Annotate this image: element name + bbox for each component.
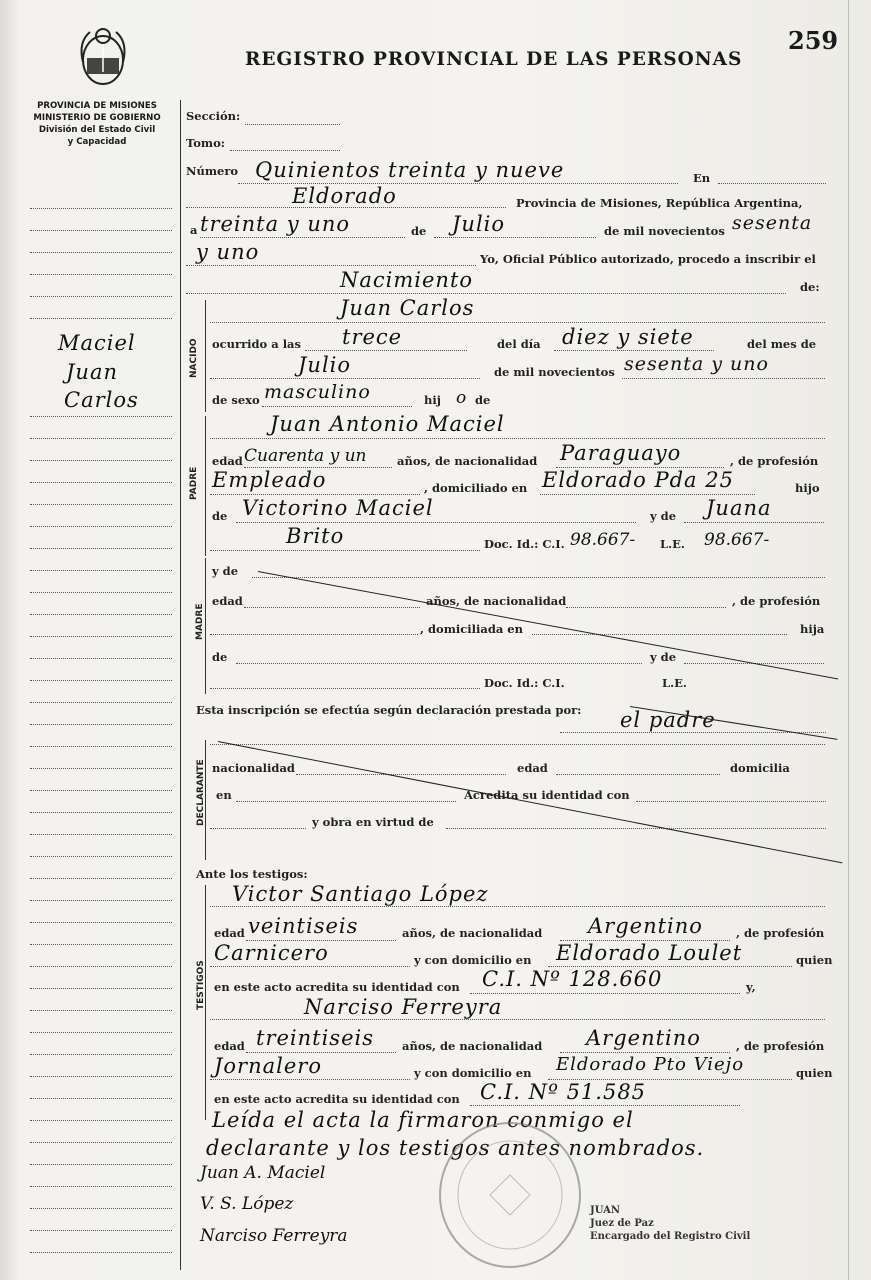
padre-edad-value: Cuarenta y un — [244, 446, 367, 466]
madre-de-label: de — [212, 650, 228, 664]
madre-label: MADRE — [195, 603, 205, 640]
tomo-label: Tomo: — [186, 136, 225, 150]
hijo-label: hijo — [795, 481, 820, 495]
padre-value: Juan Antonio Maciel — [270, 412, 505, 436]
le-value: 98.667- — [704, 530, 770, 550]
anio-fecha-value-1: sesenta — [732, 212, 813, 234]
hij-de-label: de — [475, 393, 491, 407]
madre-y-de-label: y de — [212, 564, 239, 578]
sexo-label: de sexo — [212, 393, 260, 407]
declaracion-label: Esta inscripción se efectúa según declaración prestada por: — [196, 703, 582, 717]
official-block — [590, 1204, 750, 1243]
padre-nacionalidad-value: Paraguayo — [560, 441, 682, 465]
page-number: 259 — [788, 26, 839, 55]
ci-value: 98.667- — [570, 530, 636, 550]
abuela-value-1: Juana — [706, 496, 772, 520]
padre-nac-label: años, de nacionalidad — [397, 454, 538, 468]
page-edge — [848, 0, 849, 1280]
t2-profesion-label: , de profesión — [736, 1039, 825, 1053]
tipo-value: Nacimiento — [340, 268, 474, 292]
dia-value: diez y siete — [562, 325, 694, 349]
declarante-label: DECLARANTE — [196, 759, 206, 826]
t2-domicilio-label: y con domicilio en — [414, 1066, 532, 1080]
nacido-rule — [205, 300, 206, 412]
t2-edad-value: treintiseis — [256, 1026, 374, 1050]
declarante-strike-line — [218, 741, 843, 863]
en-label: En — [693, 171, 711, 185]
t1-acto-label: en este acto acredita su identidad con — [214, 980, 460, 994]
t2-acto-label: en este acto acredita su identidad con — [214, 1092, 460, 1106]
declarante-value: el padre — [620, 708, 716, 732]
declarante-edad-label: edad — [517, 761, 548, 775]
t1-edad-value: veintiseis — [248, 914, 359, 938]
madre-rule — [205, 558, 206, 694]
madre-profesion-label: , de profesión — [732, 594, 821, 608]
t1-quien-label: quien — [796, 953, 833, 967]
testigo1-value: Victor Santiago López — [232, 882, 489, 906]
issuer-block — [22, 100, 172, 148]
coat-of-arms-icon — [78, 22, 128, 88]
margin-given-2: Carlos — [64, 388, 139, 412]
seccion-label: Sección: — [186, 109, 241, 123]
signature-testigo-1: V. S. López — [200, 1194, 294, 1214]
abuelo-value: Victorino Maciel — [242, 496, 434, 520]
t1-domicilio-label: y con domicilio en — [414, 953, 532, 967]
t2-domicilio-value: Eldorado Pto Viejo — [556, 1054, 745, 1075]
t2-nacionalidad-value: Argentino — [586, 1026, 701, 1050]
madre-le-label: L.E. — [662, 676, 687, 690]
madre-y-de-label-2: y de — [650, 650, 677, 664]
mes-fecha-value: Julio — [452, 212, 506, 236]
anio-fecha-value-2: y uno — [196, 240, 260, 264]
nacido-label: NACIDO — [189, 338, 199, 378]
t2-quien-label: quien — [796, 1066, 833, 1080]
signature-declarante: Juan A. Maciel — [200, 1163, 326, 1183]
madre-edad-label: edad — [212, 594, 243, 608]
ante-testigos-label: Ante los testigos: — [196, 867, 308, 881]
de-mil-label-2: de mil novecientos — [494, 365, 615, 379]
numero-value: Quinientos treinta y nueve — [255, 158, 565, 182]
del-mes-label: del mes de — [747, 337, 817, 351]
hij-label: hij — [424, 393, 441, 407]
t1-ci-value: C.I. Nº 128.660 — [482, 967, 663, 991]
padre-domicilio-value: Eldorado Pda 25 — [542, 468, 734, 492]
official-registry: Encargado del Registro Civil — [590, 1231, 751, 1242]
t1-edad-label: edad — [214, 926, 245, 940]
t1-nacionalidad-value: Argentino — [588, 914, 703, 938]
testigos-label: TESTIGOS — [196, 960, 206, 1010]
obra-label: y obra en virtud de — [312, 815, 434, 829]
page-title: REGISTRO PROVINCIAL DE LAS PERSONAS — [245, 49, 743, 70]
t2-edad-label: edad — [214, 1039, 245, 1053]
cierre-line-2: declarante y los testigos antes nombrados. — [206, 1136, 705, 1160]
anio-value: sesenta y uno — [624, 353, 769, 375]
sexo-value: masculino — [264, 381, 371, 403]
madre-doc-label: Doc. Id.: C.I. — [484, 676, 565, 690]
padre-domicilio-label: , domiciliado en — [424, 481, 528, 495]
yo-label: Yo, Oficial Público autorizado, procedo a inscribir el — [480, 252, 816, 266]
t1-profesion-label: , de profesión — [736, 926, 825, 940]
domicilia-label: domicilia — [730, 761, 790, 775]
ocurrido-label: ocurrido a las — [212, 337, 301, 351]
province-label: PROVINCIA DE MISIONES — [37, 101, 157, 111]
hija-label: hija — [800, 622, 825, 636]
de-label: de — [411, 224, 427, 238]
de-mil-label: de mil novecientos — [604, 224, 725, 238]
t1-y-label: y, — [746, 980, 756, 994]
doc-label: Doc. Id.: C.I. — [484, 537, 565, 551]
acredita-label: Acredita su identidad con — [464, 788, 630, 802]
declarante-en-label: en — [216, 788, 232, 802]
le-label: L.E. — [660, 537, 685, 551]
nombre-value: Juan Carlos — [340, 296, 475, 320]
cierre-line-1: Leída el acta la firmaron conmigo el — [212, 1108, 634, 1132]
division-label-2: y Capacidad — [67, 137, 127, 147]
t2-ci-value: C.I. Nº 51.585 — [480, 1080, 647, 1104]
dia-fecha-value: treinta y uno — [200, 212, 351, 236]
abuela-y-de-label: y de — [650, 509, 677, 523]
testigo2-value: Narciso Ferreyra — [304, 995, 503, 1019]
del-dia-label: del día — [497, 337, 541, 351]
padre-edad-label: edad — [212, 454, 243, 468]
declarante-nac-label: nacionalidad — [212, 761, 295, 775]
t2-profesion-value: Jornalero — [214, 1054, 322, 1078]
lugar-value: Eldorado — [292, 184, 397, 208]
madre-domicilio-label: , domiciliada en — [420, 622, 523, 636]
official-role: Juez de Paz — [590, 1218, 654, 1229]
madre-nac-label: años, de nacionalidad — [426, 594, 567, 608]
t2-nac-label: años, de nacionalidad — [402, 1039, 543, 1053]
abuelo-de-label: de — [212, 509, 228, 523]
provincia-label: Provincia de Misiones, República Argentina, — [516, 196, 803, 210]
t1-domicilio-value: Eldorado Loulet — [556, 941, 743, 965]
padre-rule — [205, 416, 206, 556]
hij-suffix-value: o — [456, 388, 467, 408]
margin-surname: Maciel — [58, 331, 136, 355]
a-label: a — [190, 223, 198, 237]
padre-label: PADRE — [189, 466, 199, 500]
t1-profesion-value: Carnicero — [214, 941, 329, 965]
de-colon-label: de: — [800, 280, 820, 294]
division-label: División del Estado Civil — [38, 125, 156, 135]
padre-profesion-label: , de profesión — [730, 454, 819, 468]
margin-given-1: Juan — [66, 360, 118, 384]
official-name: JUAN — [590, 1205, 621, 1216]
abuela-value-2: Brito — [286, 524, 345, 548]
hora-value: trece — [342, 325, 403, 349]
mes-value: Julio — [298, 353, 352, 377]
ministry-label: MINISTERIO DE GOBIERNO — [33, 113, 161, 123]
numero-label: Número — [186, 164, 239, 178]
official-seal-icon — [430, 1110, 590, 1275]
column-rule — [180, 100, 181, 1270]
signature-testigo-2: Narciso Ferreyra — [200, 1226, 348, 1246]
padre-profesion-value: Empleado — [212, 468, 327, 492]
t1-nac-label: años, de nacionalidad — [402, 926, 543, 940]
